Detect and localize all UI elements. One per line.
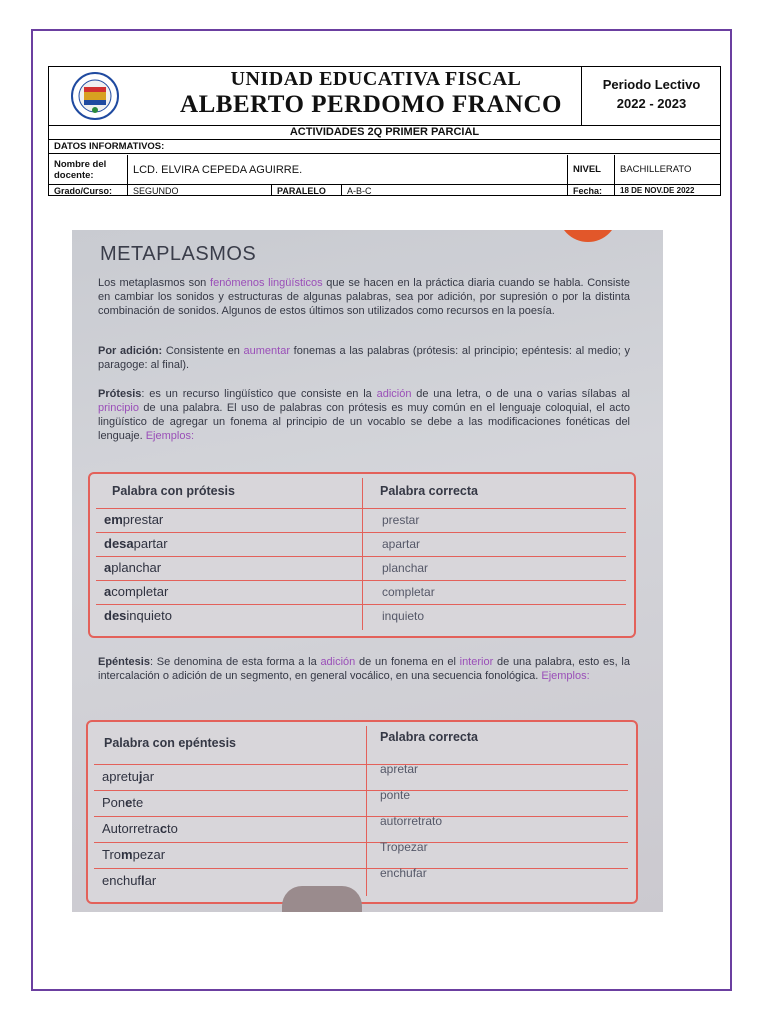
epentesis-paragraph: Epéntesis: Se denomina de esta forma a la adición de un fonema en el interior de una palabra, esto es, la intercalación o adición de un segmento, en general vocálico, en una secuencia fonológica. Ejemplos: [98, 656, 630, 682]
part-b: pezar [132, 847, 166, 862]
grado-row [49, 185, 720, 196]
table-cell: inquieto [382, 609, 425, 623]
page-title: METAPLASMOS [100, 243, 257, 265]
table-cell: apartar [382, 537, 421, 551]
table-cell [102, 795, 143, 810]
rest-part: partar [133, 536, 168, 551]
table-cell [102, 873, 156, 888]
table-cell: enchufar [380, 866, 427, 880]
row-divider [96, 532, 626, 533]
periodo-value: 2022 - 2023 [616, 96, 687, 111]
finger-shadow [282, 886, 362, 912]
header-table [48, 66, 721, 196]
part-b: to [167, 821, 178, 836]
epentesis-table [86, 720, 638, 904]
table-header: Palabra con epéntesis [104, 736, 237, 750]
table-cell [104, 536, 168, 551]
paralelo-value: A-B-C [341, 185, 567, 196]
bold-part: j [138, 769, 143, 784]
table-cell [104, 512, 163, 527]
rest-part: prestar [122, 512, 164, 527]
fecha-label: Fecha: [567, 185, 614, 196]
bold-part: a [104, 560, 112, 575]
row-divider [94, 764, 628, 765]
row-divider [94, 842, 628, 843]
activity-title: ACTIVIDADES 2Q PRIMER PARCIAL [49, 125, 720, 140]
docente-label: Nombre del docente: [54, 158, 107, 181]
paralelo-label: PARALELO [271, 185, 341, 196]
rest-part: inquieto [126, 608, 172, 623]
table-cell: ponte [380, 788, 411, 802]
adicion-paragraph: Por adición: Consistente en aumentar fonemas a las palabras (prótesis: al principio; epéntesis: al medio; y paragoge: al final). [98, 345, 630, 371]
bold-part: em [104, 512, 123, 527]
rest-part: completar [111, 584, 169, 599]
table-cell: planchar [382, 561, 429, 575]
table-cell: Tropezar [380, 840, 428, 854]
intro-paragraph: Los metaplasmos son fenómenos lingüísticos que se hacen en la práctica diaria cuando se habla. Consiste en cambiar los sonidos y estructuras de algunas palabras, sea por adición, por supresión o por la distinta combinación de sonidos. Algunos de estos últimos son utilizados como recursos en la poesía. [98, 277, 631, 317]
part-a: Tro [102, 847, 122, 862]
fecha-value: 18 DE NOV.DE 2022 [614, 185, 720, 196]
part-a: Pon [102, 795, 126, 810]
grado-value: SEGUNDO [127, 185, 271, 196]
table-cell [102, 847, 165, 862]
bold-part: des [104, 608, 127, 623]
header-top-row [49, 67, 720, 126]
row-divider [96, 508, 626, 509]
row-divider [96, 580, 626, 581]
school-logo-icon [71, 72, 119, 120]
table-cell [104, 608, 172, 623]
row-divider [94, 816, 628, 817]
table-cell: prestar [382, 513, 420, 527]
table-header: Palabra correcta [380, 730, 478, 744]
table-cell [102, 821, 178, 836]
column-divider [366, 726, 367, 896]
protesis-table [88, 472, 636, 638]
school-name-line1: UNIDAD EDUCATIVA FISCAL [230, 68, 522, 90]
row-divider [94, 790, 628, 791]
bold-part: a [104, 584, 112, 599]
table-cell [104, 584, 168, 599]
periodo-label: Periodo Lectivo [602, 77, 701, 92]
nivel-label: NIVEL [567, 155, 614, 184]
row-divider [94, 868, 628, 869]
decorative-shape [558, 230, 618, 242]
row-divider [96, 556, 626, 557]
part-b: ar [144, 873, 157, 888]
rest-part: planchar [111, 560, 162, 575]
datos-informativos-label: DATOS INFORMATIVOS: [49, 140, 720, 154]
bold-part: c [159, 821, 168, 836]
table-cell: completar [382, 585, 435, 599]
bold-part: m [121, 847, 133, 862]
table-cell: autorretrato [380, 814, 443, 828]
textbook-photo [72, 230, 663, 912]
row-divider [96, 604, 626, 605]
grado-label: Grado/Curso: [54, 185, 113, 196]
bold-part: desa [104, 536, 134, 551]
docente-value: LCD. ELVIRA CEPEDA AGUIRRE. [127, 155, 567, 184]
docente-row [49, 155, 720, 185]
part-a: Autorretra [102, 821, 160, 836]
part-a: enchuf [102, 873, 142, 888]
table-cell: apretar [380, 762, 419, 776]
protesis-paragraph: Prótesis: es un recurso lingüístico que consiste en la adición de una letra, o de una o varias sílabas al principio de una palabra. El uso de palabras con prótesis es muy común en el lenguaje coloquial, el acto lingüístico de agregar un fonema al principio de un vocablo se debe a las modificaciones fonéticas del lenguaje. Ejemplos: [98, 388, 630, 442]
part-a: apretu [102, 769, 139, 784]
table-header: Palabra correcta [380, 484, 478, 498]
bold-part: e [125, 795, 133, 810]
bold-part: l [141, 873, 145, 888]
part-b: ar [142, 769, 155, 784]
school-name-line2: ALBERTO PERDOMO FRANCO [180, 91, 562, 118]
table-header: Palabra con prótesis [112, 484, 235, 498]
periodo-box [581, 67, 721, 125]
part-b: te [132, 795, 144, 810]
table-cell [104, 560, 161, 575]
table-cell [102, 769, 154, 784]
nivel-value: BACHILLERATO [614, 155, 720, 184]
column-divider [362, 478, 363, 630]
